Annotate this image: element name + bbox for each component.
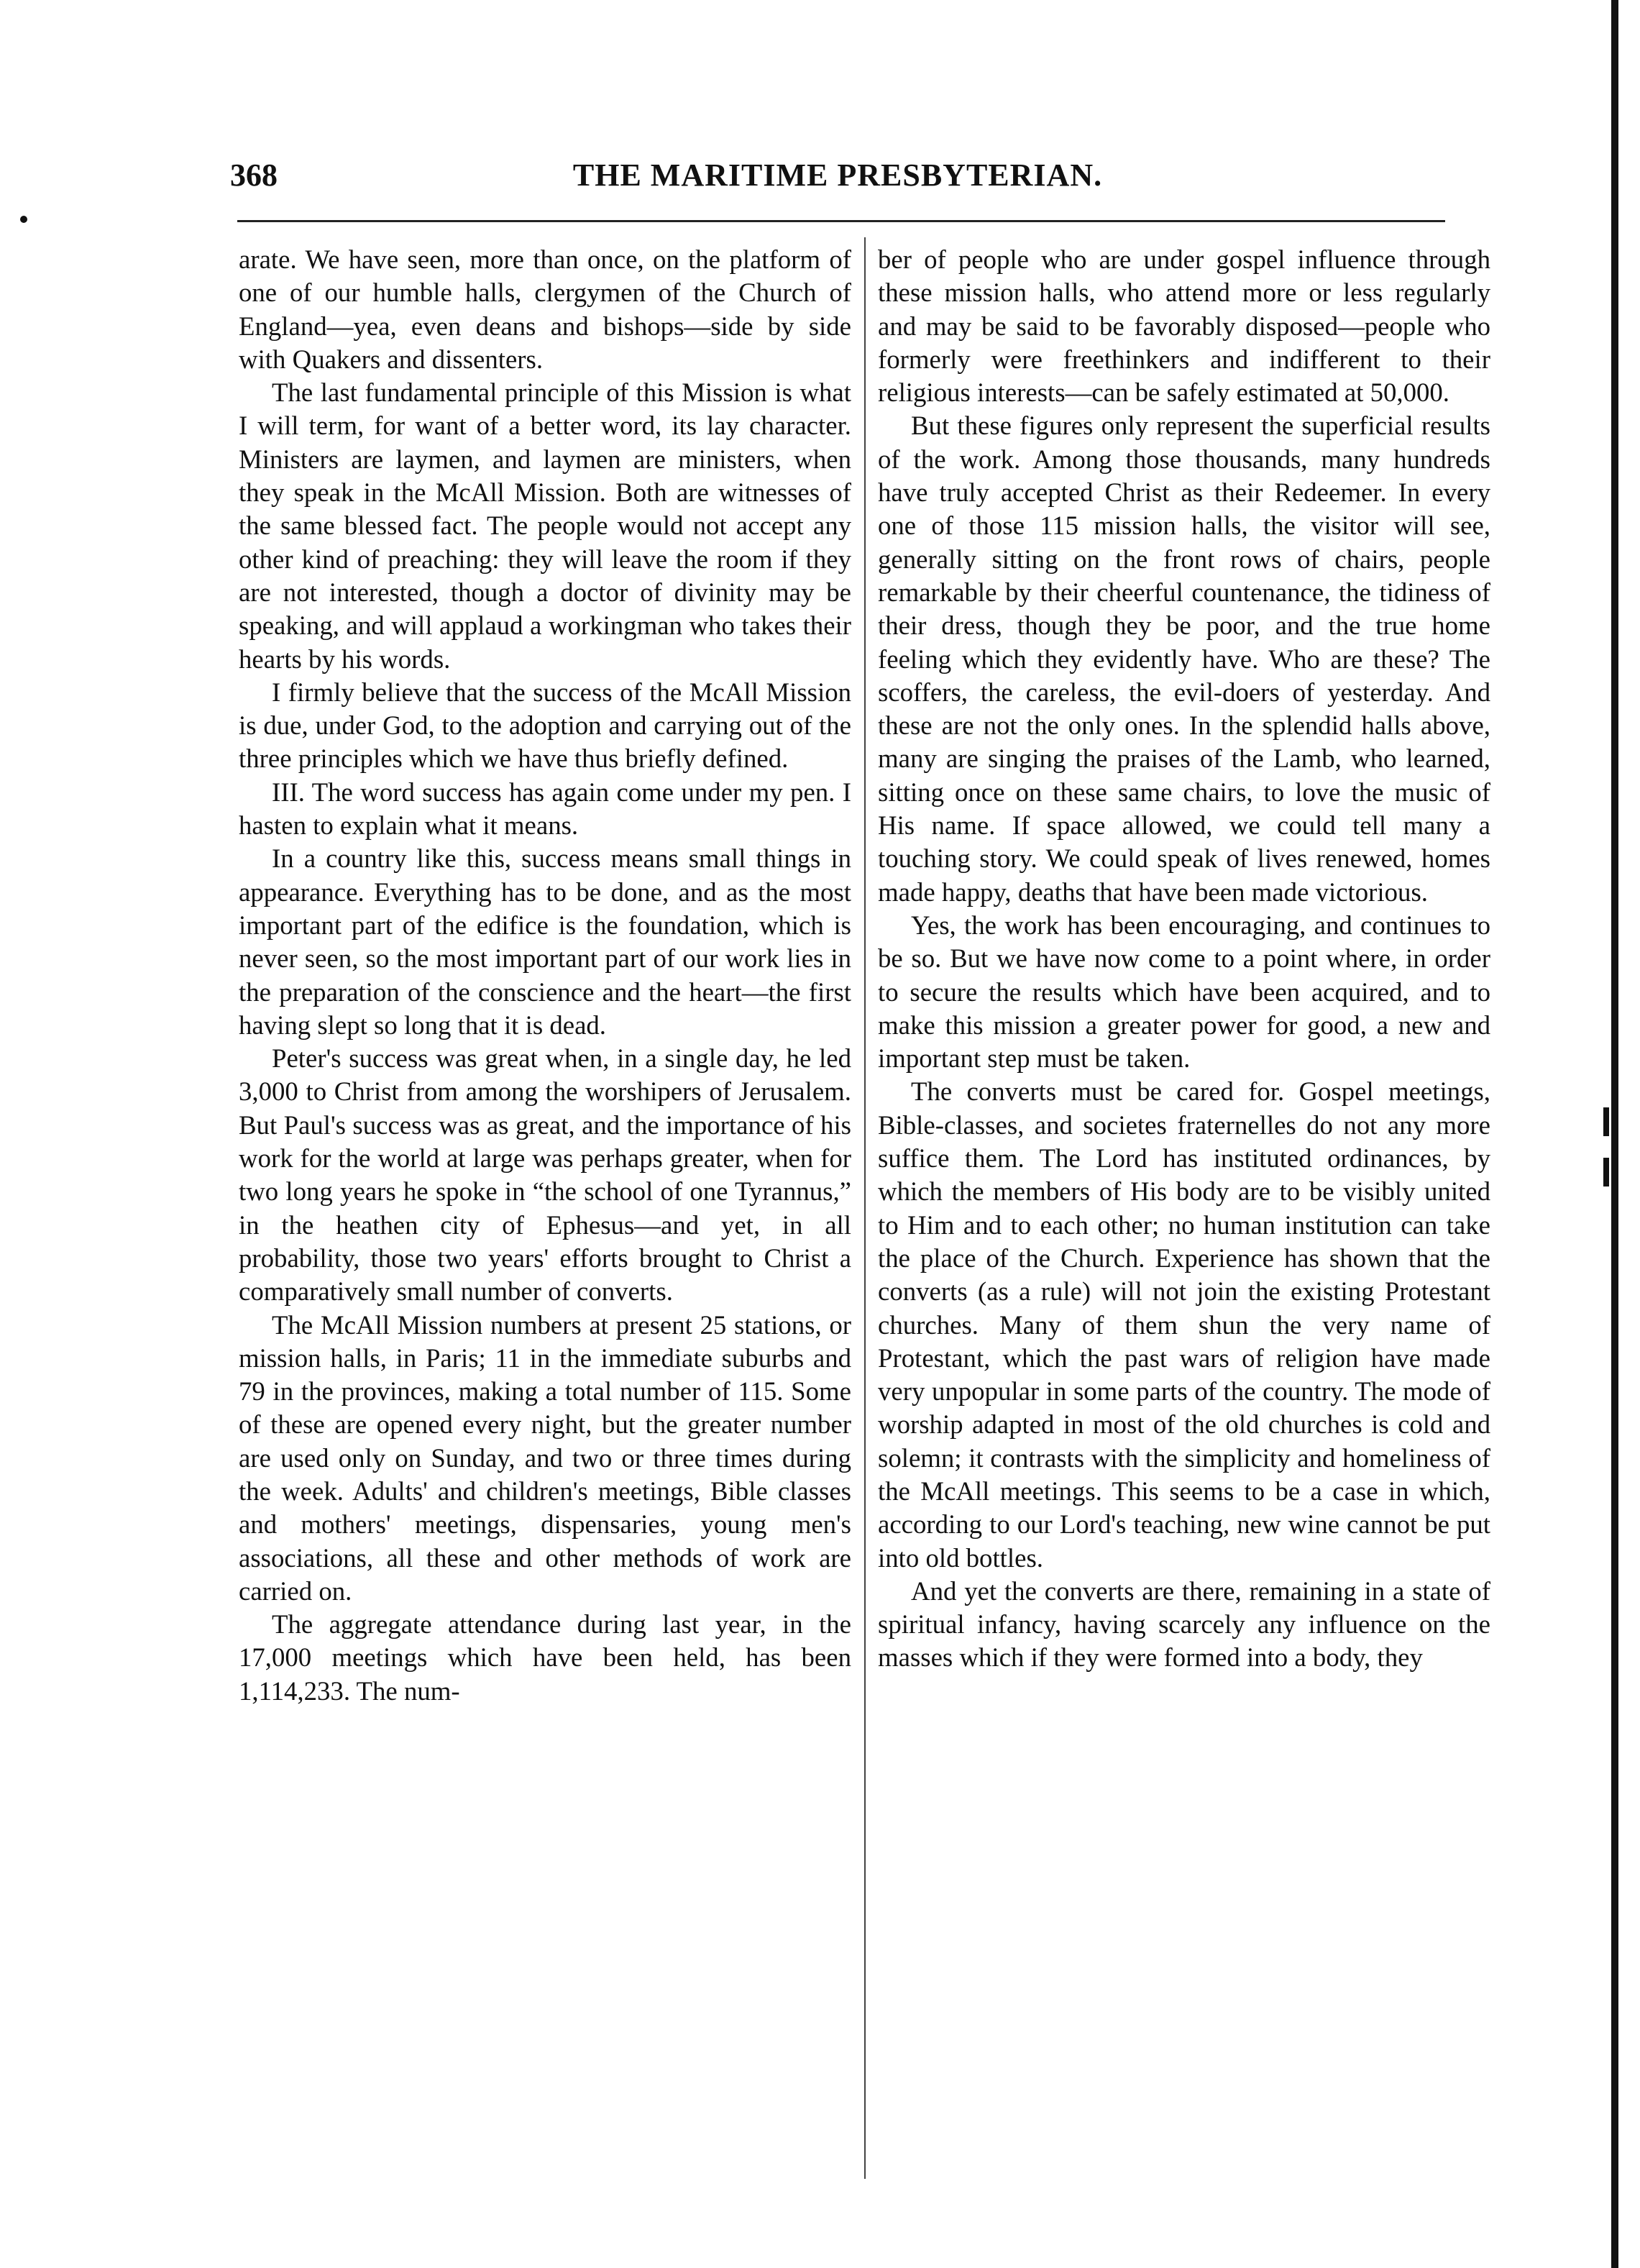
left-column — [239, 243, 851, 1708]
paragraph: The last fundamental principle of this Mission is what I will term, for want of a better word, its lay character. Ministers are laymen, and laymen are ministers, when they speak in the McAll Mission. Both are witnesses of the same blessed fact. The people would not accept any other kind of preaching: they will leave the room if they are not interested, though a doctor of divinity may be speaking, and will applaud a workingman who takes their hearts by his words. — [239, 378, 851, 674]
paragraph: In a country like this, success means small things in appearance. Everything has to be done, and as the most important part of the edifice is the foundation, which is never seen, so the most important part of our work lies in the preparation of the conscience and the heart—the first having slept so long that it is dead. — [239, 843, 851, 1040]
margin-dot — [20, 216, 27, 223]
header-rule — [237, 220, 1445, 222]
page-number: 368 — [230, 157, 278, 193]
page-edge-shadow — [1611, 0, 1618, 2268]
right-column — [878, 243, 1490, 1675]
paragraph: Peter's success was great when, in a single day, he led 3,000 to Christ from among the worshipers of Jerusalem. But Paul's success was as great, and the importance of his work for the world at large was perhaps greater, when for two long years he spoke in “the school of one Tyrannus,” in the heathen city of Ephesus—and yet, in all probability, those two years' efforts brought to Christ a comparatively small number of converts. — [239, 1043, 851, 1307]
paragraph: The aggregate attendance during last year, in the 17,000 meetings which have been held, has been 1,114,233. The num- — [239, 1609, 851, 1706]
paragraph: ber of people who are under gospel influence through these mission halls, who attend more or less regularly and may be said to be favorably disposed—people who formerly were freethinkers and indifferent to their religious interests—can be safely estimated at 50,000. — [878, 244, 1490, 408]
paragraph: Yes, the work has been encouraging, and continues to be so. But we have now come to a point where, in order to secure the results which have been acquired, and to make this mission a greater power for good, a new and important step must be taken. — [878, 910, 1490, 1074]
paragraph: And yet the converts are there, remaining in a state of spiritual infancy, having scarcely any influence on the masses which if they were formed into a body, they — [878, 1576, 1490, 1673]
paragraph: arate. We have seen, more than once, on the platform of one of our humble halls, clergymen of the Church of England—yea, even deans and bishops—side by side with Quakers and dissenters. — [239, 244, 851, 374]
paragraph: III. The word success has again come under my pen. I hasten to explain what it means. — [239, 777, 851, 841]
paragraph: The converts must be cared for. Gospel meetings, Bible-classes, and societes fraternelles do not any more suffice them. The Lord has instituted ordinances, by which the members of His body are to be visibly united to Him and to each other; no human institution can take the place of the Church. Experience has shown that the converts (as a rule) will not join the existing Protestant churches. Many of them shun the very name of Protestant, which the past wars of religion have made very unpopular in some parts of the country. The mode of worship adapted in most of the old churches is cold and solemn; it contrasts with the simplicity and homeliness of the McAll meetings. This seems to be a case in which, according to our Lord's teaching, new wine cannot be put into old bottles. — [878, 1076, 1490, 1573]
paragraph: I firmly believe that the success of the McAll Mission is due, under God, to the adoption and carrying out of the three principles which we have thus briefly defined. — [239, 677, 851, 774]
page-header — [230, 157, 1445, 207]
running-title: THE MARITIME PRESBYTERIAN. — [572, 157, 1103, 193]
column-divider — [864, 237, 866, 2179]
margin-tick — [1603, 1158, 1609, 1186]
margin-tick — [1603, 1107, 1609, 1136]
paragraph: The McAll Mission numbers at present 25 stations, or mission halls, in Paris; 11 in the immediate suburbs and 79 in the provinces, making a total number of 115. Some of these are opened every night, but the greater number are used only on Sunday, and two or three times during the week. Adults' and children's meetings, Bible classes and mothers' meetings, dispensaries, young men's associations, all these and other methods of work are carried on. — [239, 1309, 851, 1606]
paragraph: But these figures only represent the superficial results of the work. Among those thousands, many hundreds have truly accepted Christ as their Redeemer. In every one of those 115 mission halls, the visitor will see, generally sitting on the front rows of chairs, people remarkable by their cheerful countenance, the tidiness of their dress, though they be poor, and the true home feeling which they evidently have. Who are these? The scoffers, the careless, the evil-doers of yesterday. And these are not the only ones. In the splendid halls above, many are singing the praises of the Lamb, who learned, sitting once on these same chairs, to love the music of His name. If space allowed, we could tell many a touching story. We could speak of lives renewed, homes made happy, deaths that have been made victorious. — [878, 411, 1490, 907]
